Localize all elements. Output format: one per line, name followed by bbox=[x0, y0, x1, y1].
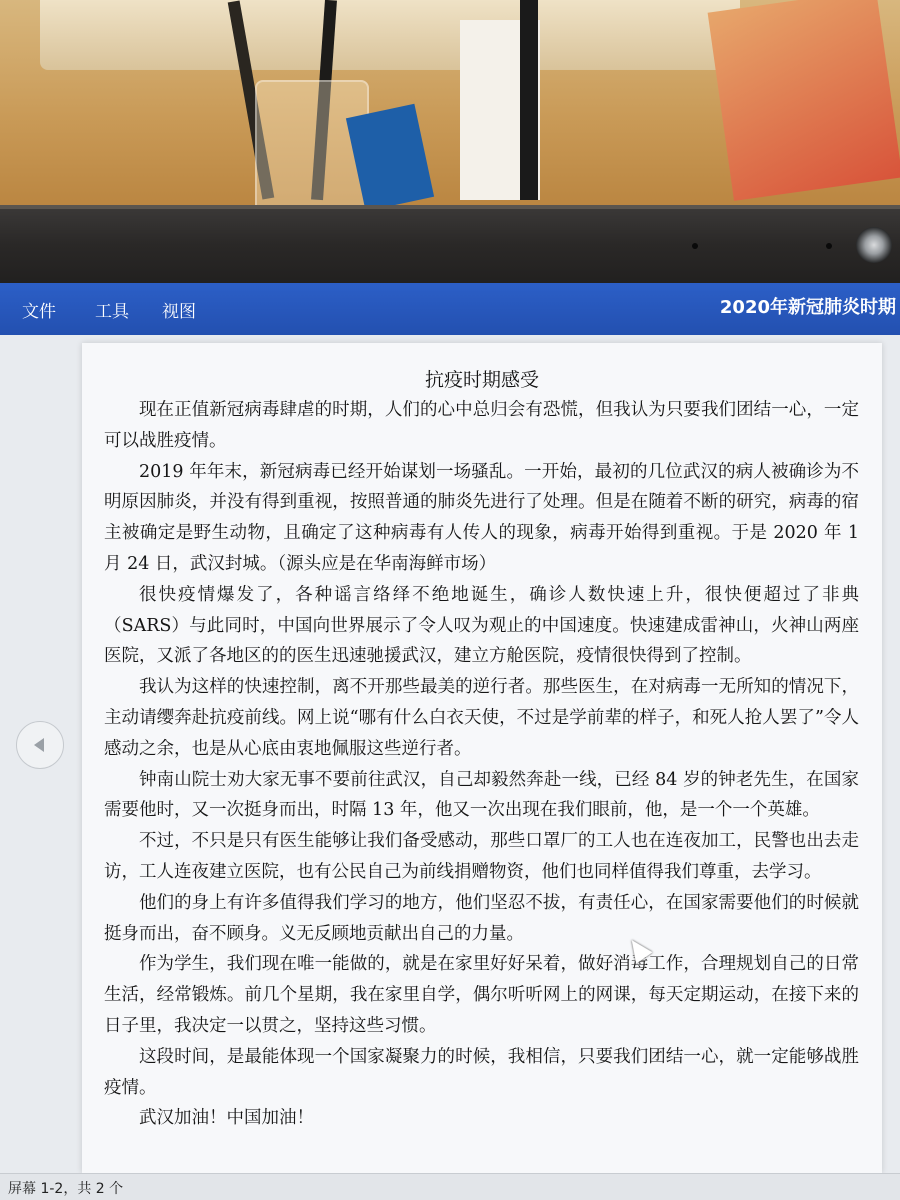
paragraph: 现在正值新冠病毒肆虐的时期，人们的心中总归会有恐慌，但我认为只要我们团结一心，一定可以战胜疫情。 bbox=[104, 400, 859, 451]
photo-background bbox=[0, 0, 900, 215]
webcam-icon bbox=[856, 227, 892, 263]
previous-page-button[interactable] bbox=[16, 721, 64, 769]
sensor-dot bbox=[826, 243, 832, 249]
document-title: 抗疫时期感受 bbox=[424, 369, 539, 391]
paragraph: 很快疫情爆发了，各种谣言络绎不绝地诞生，确诊人数快速上升，很快便超过了非典（SARS）与此同时，中国向世界展示了令人叹为观止的中国速度。快速建成雷神山，火神山两座医院，又派了各地区的的医生迅速驰援武汉，建立方舱医院，疫情很快得到了控制。 bbox=[104, 584, 859, 667]
menu-view[interactable]: 视图 bbox=[162, 302, 196, 322]
document-body bbox=[104, 395, 859, 1134]
chevron-left-icon bbox=[34, 738, 44, 752]
window-title: 2020年新冠肺炎时期 bbox=[719, 297, 896, 318]
paragraph: 我认为这样的快速控制，离不开那些最美的逆行者。那些医生，在对病毒一无所知的情况下，主动请缨奔赴抗疫前线。网上说“哪有什么白衣天使，不过是学前辈的样子，和死人抢人罢了”令人感动之余，也是从心底由衷地佩服这些逆行者。 bbox=[104, 677, 859, 759]
menu-bar bbox=[0, 283, 900, 335]
wall-outlet bbox=[40, 0, 740, 70]
screen bbox=[0, 283, 900, 1200]
paragraph: 不过，不只是只有医生能够让我们备受感动，那些口罩厂的工人也在连夜加工，民警也出去走访，工人连夜建立医院，也有公民自己为前线捐赠物资，他们也同样值得我们尊重，去学习。 bbox=[104, 831, 859, 882]
menu-tools[interactable]: 工具 bbox=[95, 302, 129, 322]
cable bbox=[520, 0, 538, 200]
paragraph: 2019 年年末，新冠病毒已经开始谋划一场骚乱。一开始，最初的几位武汉的病人被确诊为不明原因肺炎，并没有得到重视，按照普通的肺炎先进行了处理。但是在随着不断的研究，病毒的宿主被确定是野生动物，且确定了这种病毒有人传人的现象，病毒开始得到重视。于是 2020 年 1 月 24 日，武汉封城。（源头应是在华南海鲜市场） bbox=[104, 461, 859, 574]
paragraph: 武汉加油！中国加油！ bbox=[139, 1108, 314, 1129]
paragraph: 他们的身上有许多值得我们学习的地方，他们坚忍不拔，有责任心，在国家需要他们的时候就挺身而出，奋不顾身。义无反顾地贡献出自己的力量。 bbox=[104, 892, 859, 944]
menu-file[interactable]: 文件 bbox=[22, 302, 56, 322]
paragraph: 作为学生，我们现在唯一能做的，就是在家里好好呆着，做好消毒工作，合理规划自己的日常生活，经常锻炼。前几个星期，我在家里自学，偶尔听听网上的网课，每天定期运动，在接下来的日子里，我决定一以贯之，坚持这些习惯。 bbox=[104, 954, 859, 1036]
sensor-dot bbox=[692, 243, 698, 249]
paragraph: 钟南山院士劝大家无事不要前往武汉，自己却毅然奔赴一线，已经 84 岁的钟老先生，在国家需要他时，又一次挺身而出，时隔 13 年，他又一次出现在我们眼前，他，是一个一个英雄。 bbox=[104, 769, 859, 821]
paragraph: 这段时间，是最能体现一个国家凝聚力的时候，我相信，只要我们团结一心，就一定能够战胜疫情。 bbox=[104, 1046, 859, 1098]
document-page bbox=[82, 343, 882, 1173]
page-status: 屏幕 1-2，共 2 个 bbox=[8, 1181, 124, 1197]
orange-package bbox=[708, 0, 900, 201]
status-bar bbox=[0, 1173, 900, 1200]
